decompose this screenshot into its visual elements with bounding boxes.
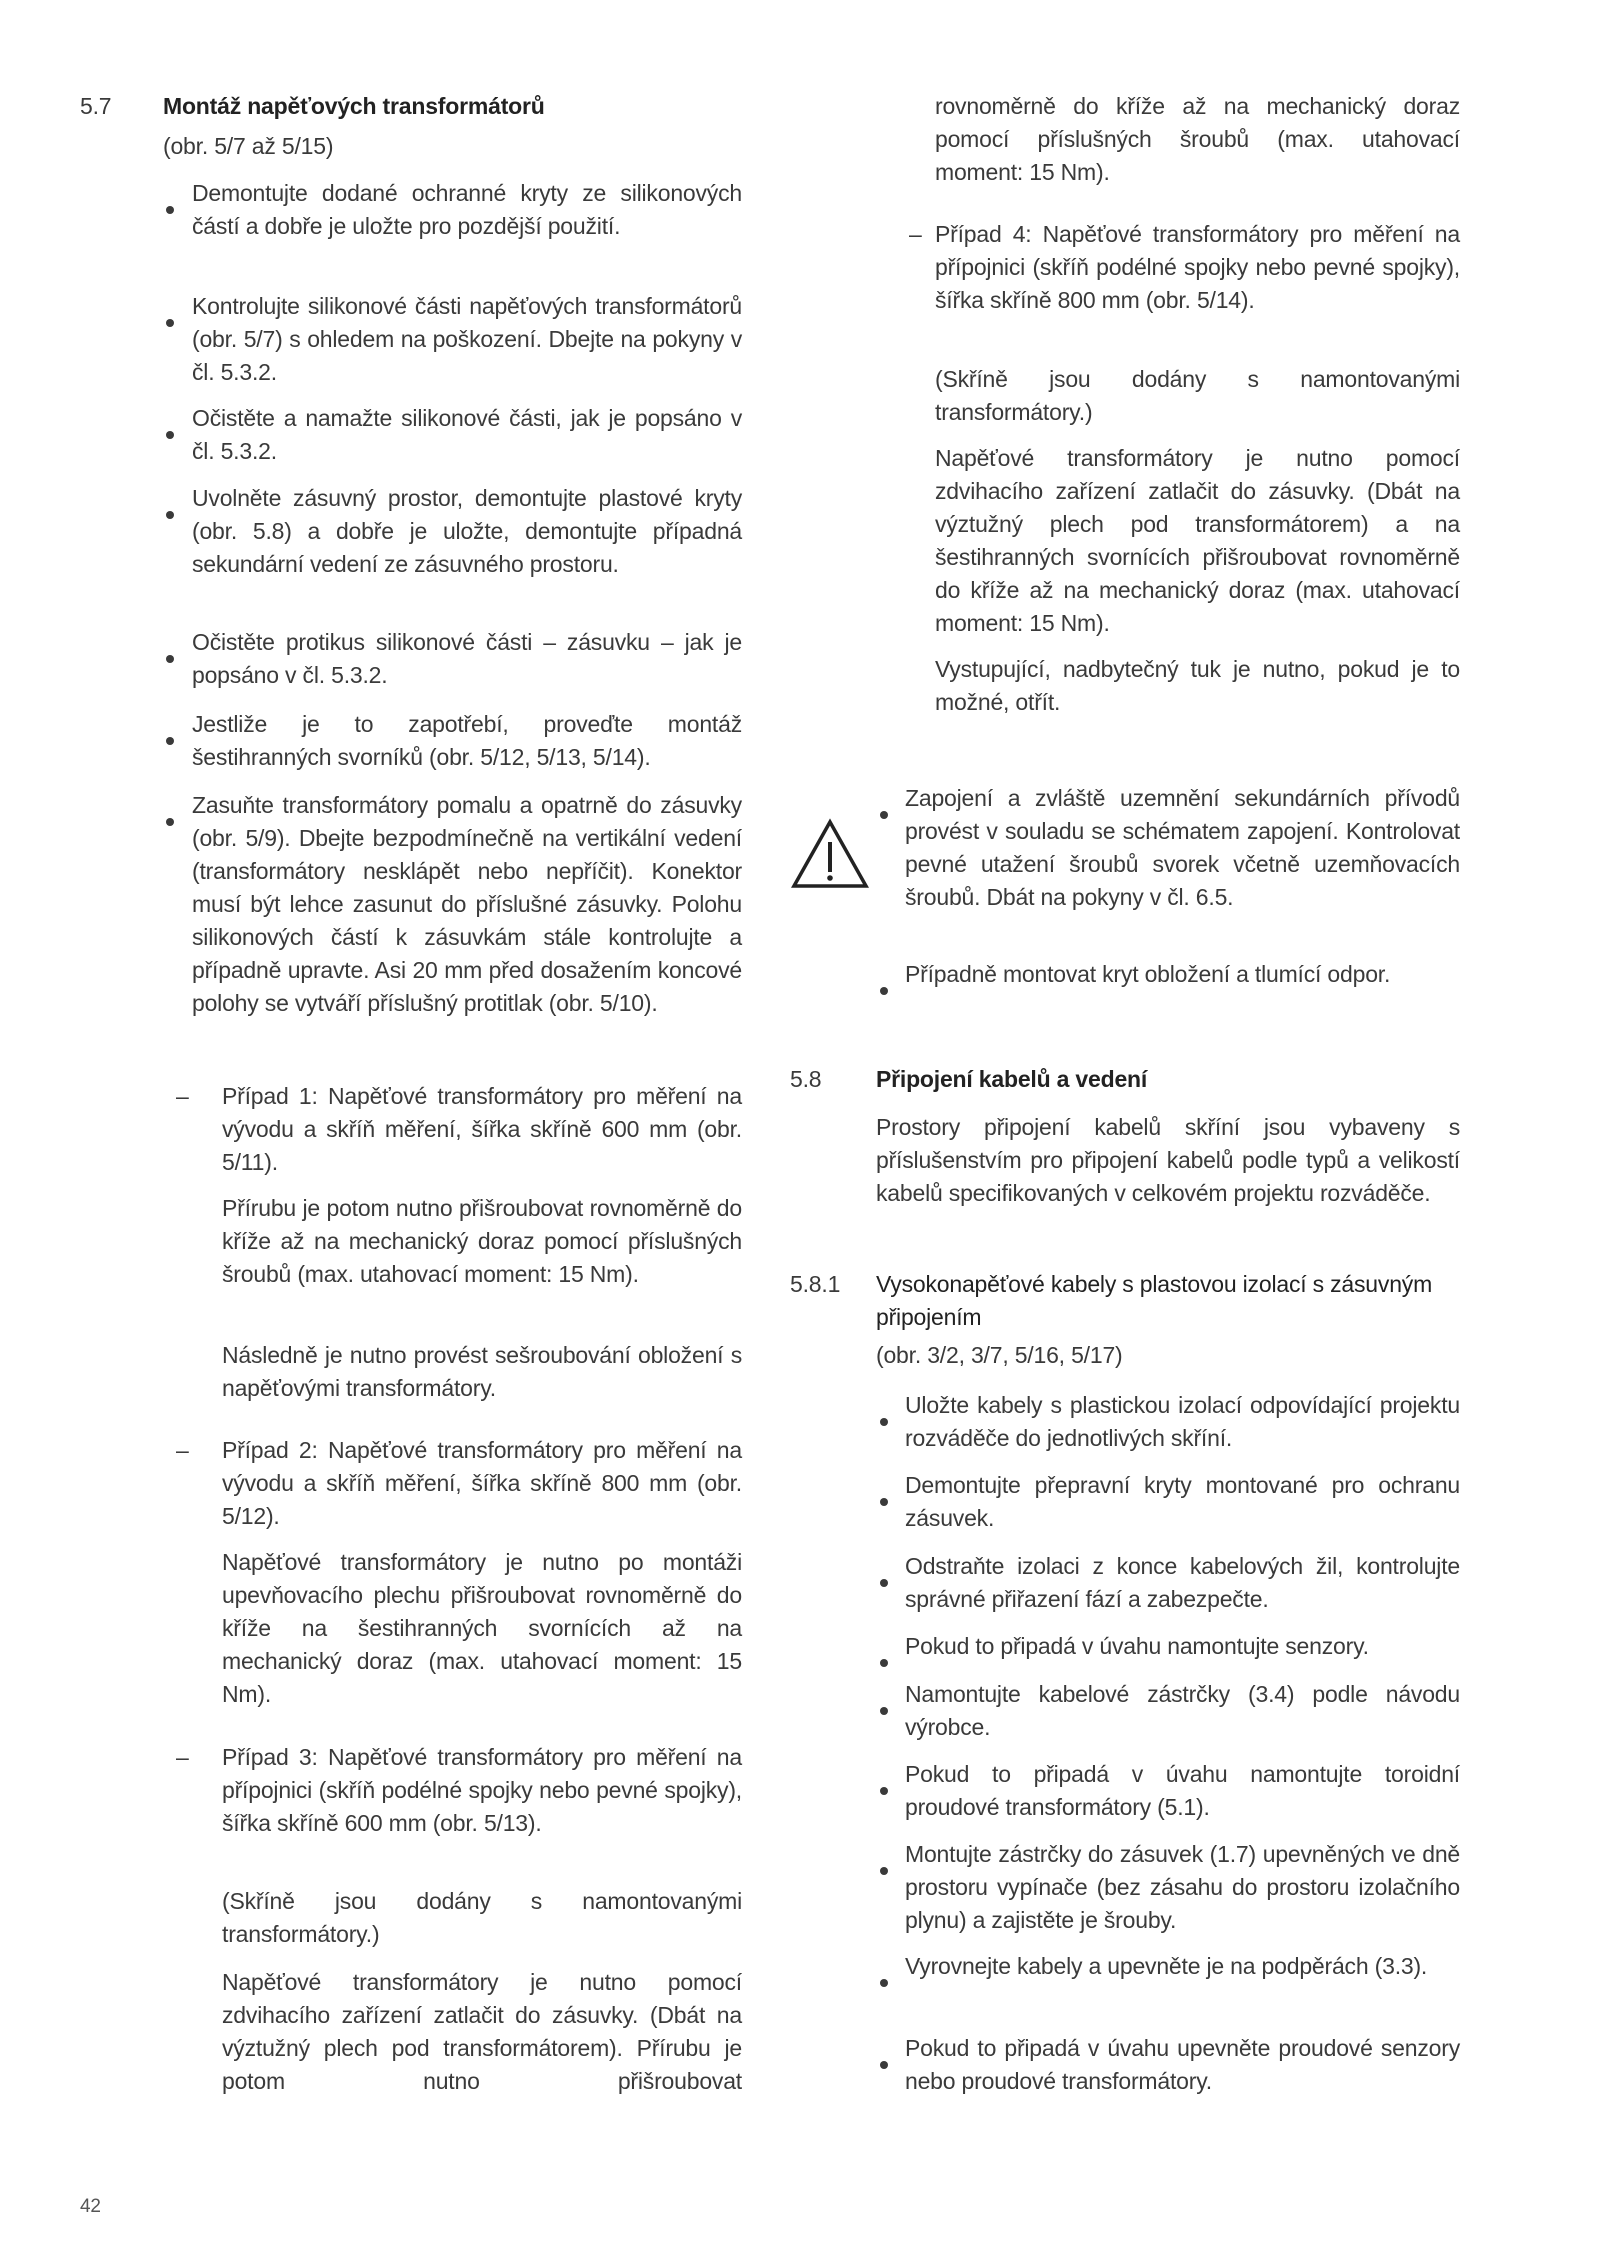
bullet-icon [880,1963,888,1996]
paragraph: (Skříně jsou dodány s namontovanými transformátory.) [222,1888,742,1947]
list-item: Pokud to připadá v úvahu namontujte senzory. [905,1633,1369,1659]
paragraph: Napěťové transformátory je nutno pomocí zdvihacího zařízení zatlačit do zásuvky. (Dbát na výztužný plech pod transformátorem). Přírubu je potom nutno přišroubovat [222,1969,742,2094]
list-item: Demontujte dodané ochranné kryty ze silikonových částí a dobře je uložte pro pozdější použití. [192,180,742,239]
paragraph: Napěťové transformátory je nutno pomocí zdvihacího zařízení zatlačit do zásuvky. (Dbát na výztužný plech pod transformátorem) a na šestihranných svornících přišroubovat rovnoměrně do kříže až na mechanický doraz (max. utahovací moment: 15 Nm). [935,445,1460,636]
bullet-icon [166,721,174,754]
paragraph: Napěťové transformátory je nutno po montáži upevňovacího plechu přišroubovat rovnoměrně do kříže na šestihranných svornících až na mechanický doraz (max. utahovací moment: 15 Nm). [222,1549,742,1707]
paragraph: Vystupující, nadbytečný tuk je nutno, pokud je to možné, otřít. [935,656,1460,715]
list-item: Uložte kabely s plastickou izolací odpovídající projektu rozváděče do jednotlivých skříní. [905,1392,1460,1451]
bullet-icon [880,1563,888,1596]
dash-icon: – [909,221,922,247]
list-item: Pokud to připadá v úvahu namontujte toroidní proudové transformátory (5.1). [905,1761,1460,1820]
bullet-icon [880,1771,888,1804]
section-number: 5.7 [80,93,112,119]
bullet-icon [166,639,174,672]
list-item: Vyrovnejte kabely a upevněte je na podpěrách (3.3). [905,1953,1428,1979]
bullet-icon [166,415,174,448]
case-item: Případ 2: Napěťové transformátory pro měření na vývodu a skříň měření, šířka skříně 800 mm (obr. 5/12). [222,1437,742,1529]
bullet-icon [166,190,174,223]
list-item: Namontujte kabelové zástrčky (3.4) podle návodu výrobce. [905,1681,1460,1740]
warning-item: Zapojení a zvláště uzemnění sekundárních přívodů provést v souladu se schématem zapojení. Kontrolovat pevné utažení šroubů svorek včetně uzemňovacích šroubů. Dbát na pokyny v čl. 6.5. [905,785,1460,910]
bullet-icon [166,802,174,835]
paragraph: Následně je nutno provést sešroubování obložení s napěťovými transformátory. [222,1342,742,1401]
subsection-number: 5.8.1 [790,1271,841,1297]
page-number: 42 [80,2196,101,2217]
list-item: Demontujte přepravní kryty montované pro ochranu zásuvek. [905,1472,1460,1531]
paragraph: Přírubu je potom nutno přišroubovat rovnoměrně do kříže až na mechanický doraz pomocí příslušných šroubů (max. utahovací moment: 15 Nm). [222,1195,742,1287]
paragraph: rovnoměrně do kříže až na mechanický doraz pomocí příslušných šroubů (max. utahovací moment: 15 Nm). [935,93,1460,185]
case-item: Případ 4: Napěťové transformátory pro měření na přípojnici (skříň podélné spojky nebo pevné spojky), šířka skříně 800 mm (obr. 5/14). [935,221,1460,313]
bullet-icon [880,971,888,1004]
warning-triangle-icon [790,818,870,890]
bullet-icon [880,795,888,828]
bullet-icon [880,1851,888,1884]
warning-item: Případně montovat kryt obložení a tlumící odpor. [905,961,1391,987]
bullet-icon [880,1643,888,1676]
list-item: Jestliže je to zapotřebí, proveďte montáž šestihranných svorníků (obr. 5/12, 5/13, 5/14). [192,711,742,770]
dash-icon: – [176,1744,189,1770]
figure-reference: (obr. 3/2, 3/7, 5/16, 5/17) [876,1342,1123,1368]
list-item: Zasuňte transformátory pomalu a opatrně do zásuvky (obr. 5/9). Dbejte bezpodmínečně na vertikální vedení (transformátory nesklápět nebo nepříčit). Konektor musí být lehce zasunut do příslušné zásuvky. Polohu silikonových částí k zásuvkám stále kontrolujte a případně upravte. Asi 20 mm před dosažením koncové polohy se vytváří příslušný protitlak (obr. 5/10). [192,792,742,1016]
list-item: Montujte zástrčky do zásuvek (1.7) upevněných ve dně prostoru vypínače (bez zásahu do prostoru izolačního plynu) a zajistěte je šrouby. [905,1841,1460,1933]
dash-icon: – [176,1437,189,1463]
case-item: Případ 1: Napěťové transformátory pro měření na vývodu a skříň měření, šířka skříně 600 mm (obr. 5/11). [222,1083,742,1175]
list-item: Pokud to připadá v úvahu upevněte proudové senzory nebo proudové transformátory. [905,2035,1460,2094]
section-title: Připojení kabelů a vedení [876,1066,1148,1092]
list-item: Očistěte a namažte silikonové části, jak je popsáno v čl. 5.3.2. [192,405,742,464]
dash-icon: – [176,1083,189,1109]
case-item: Případ 3: Napěťové transformátory pro měření na přípojnici (skříň podélné spojky nebo pevné spojky), šířka skříně 600 mm (obr. 5/13). [222,1744,742,1836]
section-number: 5.8 [790,1066,822,1092]
figure-reference: (obr. 5/7 až 5/15) [163,133,334,159]
list-item: Uvolněte zásuvný prostor, demontujte plastové kryty (obr. 5.8) a dobře je uložte, demontujte případná sekundární vedení ze zásuvného prostoru. [192,485,742,577]
subsection-title: Vysokonapěťové kabely s plastovou izolací s zásuvným připojením [876,1271,1433,1330]
section-title: Montáž napěťových transformátorů [163,93,545,119]
list-item: Odstraňte izolaci z konce kabelových žil, kontrolujte správné přiřazení fází a zabezpečte. [905,1553,1460,1612]
bullet-icon [880,1402,888,1435]
bullet-icon [880,2045,888,2078]
paragraph: Prostory připojení kabelů skříní jsou vybaveny s příslušenstvím pro připojení kabelů podle typů a velikostí kabelů specifikovaných v celkovém projektu rozváděče. [876,1114,1460,1206]
bullet-icon [166,495,174,528]
bullet-icon [166,303,174,336]
bullet-icon [880,1482,888,1515]
list-item: Očistěte protikus silikonové části – zásuvku – jak je popsáno v čl. 5.3.2. [192,629,742,688]
bullet-icon [880,1691,888,1724]
paragraph: (Skříně jsou dodány s namontovanými transformátory.) [935,366,1460,425]
list-item: Kontrolujte silikonové části napěťových transformátorů (obr. 5/7) s ohledem na poškození. Dbejte na pokyny v čl. 5.3.2. [192,293,742,385]
